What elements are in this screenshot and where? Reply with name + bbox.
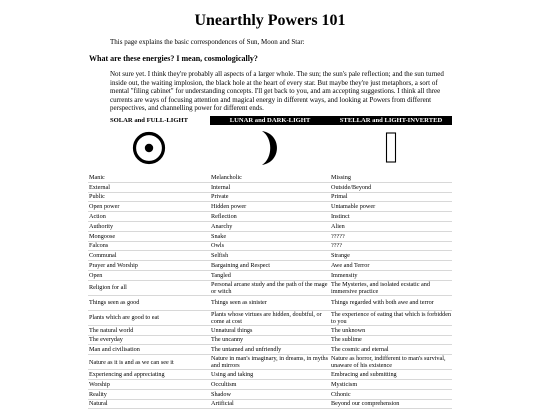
solar-cell: Nature as it is and as we can see it [88,355,210,370]
intro-text: This page explains the basic correspondences of Sun, Moon and Star: [110,38,305,46]
table-row [88,192,452,202]
solar-cell: Open [88,270,210,280]
stellar-cell: Beyond our comprehension [330,399,452,409]
table-row [88,370,452,380]
star-rectangle-icon [381,130,401,166]
lunar-cell: Tangled [210,270,330,280]
explanation-paragraph: Not sure yet. I think they're probably all aspects of a larger whole. The sun; the sun's pale reflection; and the sun turned inside out, the waiting implosion, the black hole at the heart of every star. But maybe they're just metaphors, a sort of mental "filing cabinet" for understanding concepts. I'll get back to you, and am accepting suggestions. I think all three currents are ways of focusing attention and magical energy in different ways, and looking at Powers from different perspectives, and channelling power for different ends. [110,70,444,112]
table-row [88,389,452,399]
stellar-cell: Awe and Terror [330,261,452,271]
table-row [88,399,452,409]
solar-cell: Falcons [88,241,210,251]
lunar-cell: Personal arcane study and the path of the mage or witch [210,280,330,295]
solar-cell: Natural [88,399,210,409]
lunar-cell: Plants whose virtues are hidden, doubtful, or come at cost [210,310,330,325]
correspondence-table [88,116,452,409]
solar-cell: Mongoose [88,231,210,241]
table-row [88,231,452,241]
solar-cell: Authority [88,221,210,231]
page-title: Unearthly Powers 101 [194,12,346,29]
header-lunar: LUNAR and DARK-LIGHT [210,116,330,125]
solar-cell: External [88,182,210,192]
stellar-cell: The unknown [330,325,452,335]
table-row [88,335,452,345]
stellar-cell: The Mysteries, and isolated ecstatic and immersive practice [330,280,452,295]
stellar-cell: Strange [330,251,452,261]
lunar-cell: Selfish [210,251,330,261]
lunar-cell: Hidden power [210,202,330,212]
lunar-cell: The uncanny [210,335,330,345]
solar-cell: Manic [88,173,210,182]
solar-cell: Action [88,212,210,222]
table-row [88,355,452,370]
solar-cell: Reality [88,389,210,399]
stellar-cell: The sublime [330,335,452,345]
lunar-cell: Owls [210,241,330,251]
table-row [88,280,452,295]
lunar-cell: Shadow [210,389,330,399]
table-row [88,251,452,261]
lunar-cell: Occultism [210,379,330,389]
lunar-symbol-cell [210,125,330,173]
solar-cell: Prayer and Worship [88,261,210,271]
lunar-cell: Melancholic [210,173,330,182]
crescent-moon-icon [252,128,288,168]
stellar-cell: ????? [330,231,452,241]
table-row [88,325,452,335]
lunar-cell: Things seen as sinister [210,295,330,310]
solar-cell: Experiencing and appreciating [88,370,210,380]
table-row [88,173,452,182]
stellar-cell: Cthonic [330,389,452,399]
table-row [88,261,452,271]
lunar-cell: Artificial [210,399,330,409]
table-row [88,202,452,212]
lunar-cell: The untamed and unfriendly [210,345,330,355]
table-row [88,295,452,310]
sun-symbol-icon [131,130,167,166]
table-row [88,310,452,325]
table-row [88,345,452,355]
stellar-cell: Alien [330,221,452,231]
solar-cell: Things seen as good [88,295,210,310]
header-solar: SOLAR and FULL-LIGHT [88,116,210,125]
solar-cell: Man and civilisation [88,345,210,355]
stellar-cell: Missing [330,173,452,182]
header-stellar: STELLAR and LIGHT-INVERTED [330,116,452,125]
lunar-cell: Unnatural things [210,325,330,335]
solar-cell: Communal [88,251,210,261]
lunar-cell: Nature in man's imaginary, in dreams, in myths and mirrors [211,355,329,370]
section-heading: What are these energies? I mean, cosmologically? [89,54,258,63]
stellar-cell: Untamable power [330,202,452,212]
lunar-cell: Using and taking [210,370,330,380]
stellar-cell: Nature as horror, indifferent to man's survival, unaware of his existence [330,355,452,370]
lunar-cell: Private [210,192,330,202]
stellar-symbol-cell [330,125,452,173]
stellar-cell: Primal [330,192,452,202]
solar-cell: Plants which are good to eat [88,310,210,325]
stellar-cell: ???? [330,241,452,251]
stellar-cell: Things regarded with both awe and terror [330,295,452,310]
stellar-cell: Instinct [330,212,452,222]
table-row [88,221,452,231]
solar-cell: Worship [88,379,210,389]
table-row [88,241,452,251]
stellar-cell: The cosmic and eternal [330,345,452,355]
lunar-cell: Bargaining and Respect [210,261,330,271]
lunar-cell: Snake [210,231,330,241]
solar-cell: Open power [88,202,210,212]
table-row [88,379,452,389]
table-row [88,270,452,280]
solar-cell: The natural world [88,325,210,335]
stellar-cell: The experience of eating that which is forbidden to you [331,310,452,325]
stellar-cell: Outside/Beyond [330,182,452,192]
stellar-cell: Mysticism [330,379,452,389]
stellar-cell: Immensity [330,270,452,280]
stellar-cell: Embracing and submitting [330,370,452,380]
solar-cell: Religion for all [88,280,210,295]
solar-symbol-cell [88,125,210,173]
table-row [88,182,452,192]
solar-cell: The everyday [88,335,210,345]
lunar-cell: Internal [210,182,330,192]
table-row [88,212,452,222]
solar-cell: Public [88,192,210,202]
lunar-cell: Anarchy [210,221,330,231]
lunar-cell: Reflection [210,212,330,222]
